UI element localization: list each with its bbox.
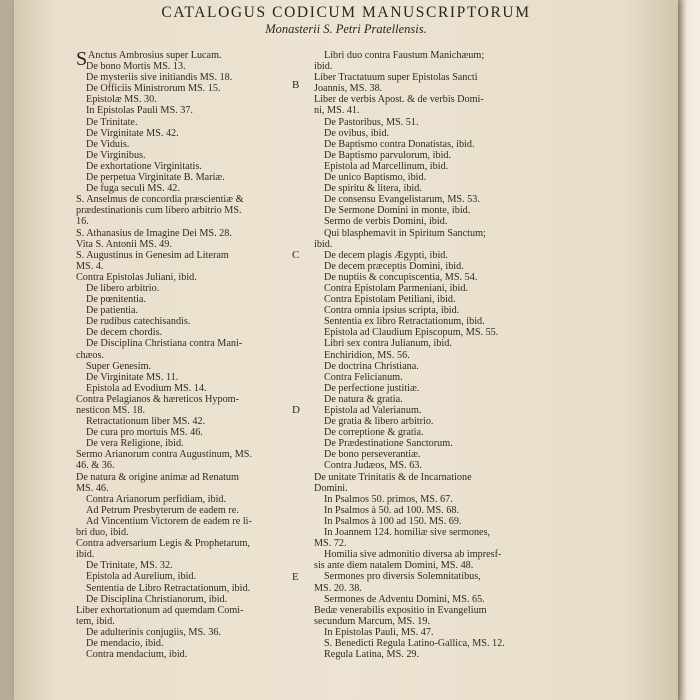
catalog-entry: Contra omnia ipsius scripta, ibid.: [324, 305, 460, 317]
catalog-entry: De Virginibus.: [86, 149, 146, 161]
catalog-entry: De Baptismo contra Donatistas, ibid.: [324, 138, 475, 150]
catalog-entry: Liber de verbis Apost. & de verbis Domi-: [314, 94, 484, 106]
catalog-entry: De decem plagis Ægypti, ibid.: [324, 249, 448, 261]
right-column: [314, 50, 542, 660]
catalog-entry: nesticon MS. 18.: [76, 405, 146, 416]
catalog-entry: De Trinitate, MS. 32.: [86, 560, 173, 572]
catalog-entry: De mendacio, ibid.: [86, 637, 164, 649]
catalog-entry: De Officiis Ministrorum MS. 15.: [86, 83, 221, 95]
catalog-entry: De Pastoribus, MS. 51.: [324, 116, 419, 128]
catalog-entry: De consensu Evangelistarum, MS. 53.: [324, 194, 480, 206]
catalog-entry: Liber Tractatuum super Epistolas Sancti: [314, 72, 478, 84]
catalog-entry: De perpetua Virginitate B. Mariæ.: [86, 172, 225, 184]
catalog-entry: Ad Petrum Presbyterum de eadem re.: [86, 504, 239, 516]
catalog-entry: De libero arbitrio.: [86, 282, 160, 294]
catalog-entry: De decem præceptis Domini, ibid.: [324, 260, 464, 272]
catalog-entry: Vita S. Antonii MS. 49.: [76, 238, 172, 250]
catalog-entry: De vera Religione, ibid.: [86, 438, 184, 450]
catalog-entry: Sententia de Libro Retractationum, ibid.: [86, 582, 251, 594]
catalog-entry: De natura & gratia.: [324, 393, 403, 405]
catalog-entry: De correptione & gratia.: [324, 427, 424, 439]
catalog-entry: Sermones de Adventu Domini, MS. 65.: [324, 593, 485, 605]
catalog-entry: Regula Latina, MS. 29.: [324, 649, 420, 661]
catalog-entry: Joannis, MS. 38.: [314, 83, 383, 95]
catalog-entry: De doctrina Christiana.: [324, 360, 419, 372]
catalog-entry: De Disciplina Christiana contra Mani-: [86, 338, 243, 350]
catalog-entry: Retractationum liber MS. 42.: [86, 416, 206, 428]
catalog-entry: In Psalmos 50. primos, MS. 67.: [324, 493, 453, 505]
catalog-entry: chæos.: [76, 349, 105, 361]
catalog-entry: De bono Mortis MS. 13.: [86, 61, 186, 73]
catalog-entry: Bedæ venerabilis expositio in Evangelium: [314, 604, 487, 616]
catalog-entry: prædestinationis cum libero arbitrio MS.: [76, 205, 242, 217]
catalog-entry: De gratia & libero arbitrio.: [324, 416, 434, 428]
catalog-entry: De Disciplina Christianorum, ibid.: [86, 593, 228, 605]
catalog-entry: ibid.: [314, 61, 333, 73]
catalog-entry: MS. 20. 38.: [314, 582, 362, 594]
catalog-entry: In Psalmos à 50. ad 100. MS. 68.: [324, 504, 459, 516]
catalog-entry: MS. 72.: [314, 538, 347, 550]
catalog-entry: Contra Arianorum perfidiam, ibid.: [86, 493, 227, 505]
catalog-entry: Sermo de verbis Domini, ibid.: [324, 216, 448, 228]
catalog-entry: In Joannem 124. homiliæ sive sermones,: [324, 527, 491, 539]
catalog-entry: ibid.: [76, 549, 95, 561]
catalog-entry: De pœnitentia.: [86, 294, 146, 306]
catalog-entry: Qui blasphemavit in Spiritum Sanctum;: [324, 227, 486, 239]
catalog-entry: Epistola ad Valerianum.: [324, 405, 422, 416]
catalog-page: [14, 0, 678, 700]
catalog-entry: secundum Marcum, MS. 19.: [314, 615, 431, 627]
catalog-entry: Contra Epistolam Petiliani, ibid.: [324, 294, 456, 306]
catalog-entry: Contra Epistolam Parmeniani, ibid.: [324, 282, 469, 294]
catalog-entry: De Sermone Domini in monte, ibid.: [324, 205, 471, 217]
catalog-entry: De cura pro mortuis MS. 46.: [86, 427, 203, 439]
catalog-entry: De Virginitate MS. 42.: [86, 127, 179, 139]
catalog-entry: Homilia sive admonitio diversa ab impresf-: [324, 549, 502, 561]
catalog-entry: Contra adversarium Legis & Prophetarum,: [76, 538, 250, 550]
catalog-entry: In Epistolas Pauli MS. 37.: [86, 105, 193, 117]
catalog-entry: Ad Vincentium Victorem de eadem re li-: [86, 515, 252, 527]
catalog-entry: De natura & origine animæ ad Renatum: [76, 471, 239, 483]
catalog-entry: S. Benedicti Regula Latino-Gallica, MS. 12.: [324, 637, 505, 649]
catalog-entry: De decem chordis.: [86, 327, 163, 339]
catalog-entry: Enchiridion, MS. 56.: [324, 349, 410, 361]
catalog-entry: De bono perseverantiæ.: [324, 449, 421, 461]
catalog-entry: In Epistolas Pauli, MS. 47.: [324, 626, 434, 638]
catalog-entry: MS. 46.: [76, 482, 109, 494]
catalog-entry: De exhortatione Virginitatis.: [86, 160, 202, 172]
catalog-entry: bri duo, ibid.: [76, 527, 129, 539]
catalog-entry: De Prædestinatione Sanctorum.: [324, 438, 453, 450]
catalog-entry: De Virginitate MS. 11.: [86, 371, 179, 383]
catalog-entry: De fuga seculi MS. 42.: [86, 183, 180, 195]
catalog-entry: De perfectione justitiæ.: [324, 382, 420, 394]
catalog-entry: De Viduis.: [86, 138, 130, 150]
catalog-entry: In Psalmos à 100 ad 150. MS. 69.: [324, 515, 462, 527]
catalog-entry: Liber exhortationum ad quemdam Comi-: [76, 604, 244, 616]
catalog-entry: De ovibus, ibid.: [324, 127, 390, 139]
catalog-entry: sis ante diem natalem Domini, MS. 48.: [314, 560, 474, 572]
catalog-entry: Contra Epistolas Juliani, ibid.: [76, 271, 197, 283]
catalog-entry: S. Athanasius de Imagine Dei MS. 28.: [76, 227, 232, 239]
catalog-entry: ni, MS. 41.: [314, 105, 360, 117]
catalog-entry: Epistola ad Evodium MS. 14.: [86, 382, 207, 394]
catalog-entry: De nuptiis & concupiscentia, MS. 54.: [324, 271, 478, 283]
catalog-entry: Sermo Arianorum contra Augustinum, MS.: [76, 449, 253, 461]
adjacent-page-edge: [678, 0, 700, 700]
catalog-entry: ibid.: [314, 238, 333, 250]
catalog-entry: S. Anselmus de concordia præscientiæ &: [76, 194, 244, 206]
drop-cap-initial: S: [76, 48, 88, 70]
catalog-entry: Epistola ad Aurelium, ibid.: [86, 571, 197, 583]
catalog-entry: Super Genesim.: [86, 360, 152, 372]
catalog-entry: Sermones pro diversis Solemnitatibus,: [324, 571, 481, 583]
left-column: [76, 50, 300, 660]
catalog-entry: Contra Pelagianos & hæreticos Hypom-: [76, 393, 239, 405]
catalog-entry: Epistola ad Marcellinum, ibid.: [324, 160, 449, 172]
catalog-entry: Contra mendacium, ibid.: [86, 649, 188, 661]
margin-letter-e: E: [292, 571, 299, 583]
catalog-entry: De Baptismo parvulorum, ibid.: [324, 149, 452, 161]
catalog-entry: Epistolæ MS. 30.: [86, 94, 157, 106]
catalog-entry: De spiritu & litera, ibid.: [324, 183, 422, 195]
catalog-entry: Libri sex contra Julianum, ibid.: [324, 338, 452, 350]
catalog-entry: De unico Baptismo, ibid.: [324, 172, 427, 184]
margin-letter-b: B: [292, 79, 300, 91]
catalog-entry: De patientia.: [86, 305, 139, 317]
catalog-entry: tem, ibid.: [76, 615, 115, 627]
catalog-entry: Libri duo contra Faustum Manichæum;: [324, 50, 485, 61]
catalog-entry: Anctus Ambrosius super Lucam.: [88, 50, 222, 61]
catalog-entry: Epistola ad Claudium Episcopum, MS. 55.: [324, 327, 499, 339]
catalog-entry: 46. & 36.: [76, 460, 115, 472]
catalog-entry: De adulterinis conjugiis, MS. 36.: [86, 626, 221, 638]
margin-letter-c: C: [292, 249, 300, 261]
catalog-entry: MS. 4.: [76, 260, 104, 272]
catalog-entry: Contra Felicianum.: [324, 371, 403, 383]
catalog-entry: Sententia ex libro Retractationum, ibid.: [324, 316, 485, 328]
catalog-entry: S. Augustinus in Genesim ad Literam: [76, 249, 229, 261]
catalog-entry: Domini.: [314, 482, 348, 494]
page-title: CATALOGUS CODICUM MANUSCRIPTORUM: [161, 4, 531, 21]
catalog-entry: 16.: [76, 216, 89, 228]
margin-letter-d: D: [292, 404, 300, 416]
catalog-entry: Contra Judæos, MS. 63.: [324, 460, 422, 472]
catalog-entry: De unitate Trinitatis & de Incarnatione: [314, 471, 472, 483]
page-subtitle: Monasterii S. Petri Pratellensis.: [265, 22, 427, 36]
catalog-entry: De rudibus catechisandis.: [86, 316, 191, 328]
catalog-entry: De mysteriis sive initiandis MS. 18.: [86, 72, 233, 84]
catalog-entry: De Trinitate.: [86, 116, 138, 128]
